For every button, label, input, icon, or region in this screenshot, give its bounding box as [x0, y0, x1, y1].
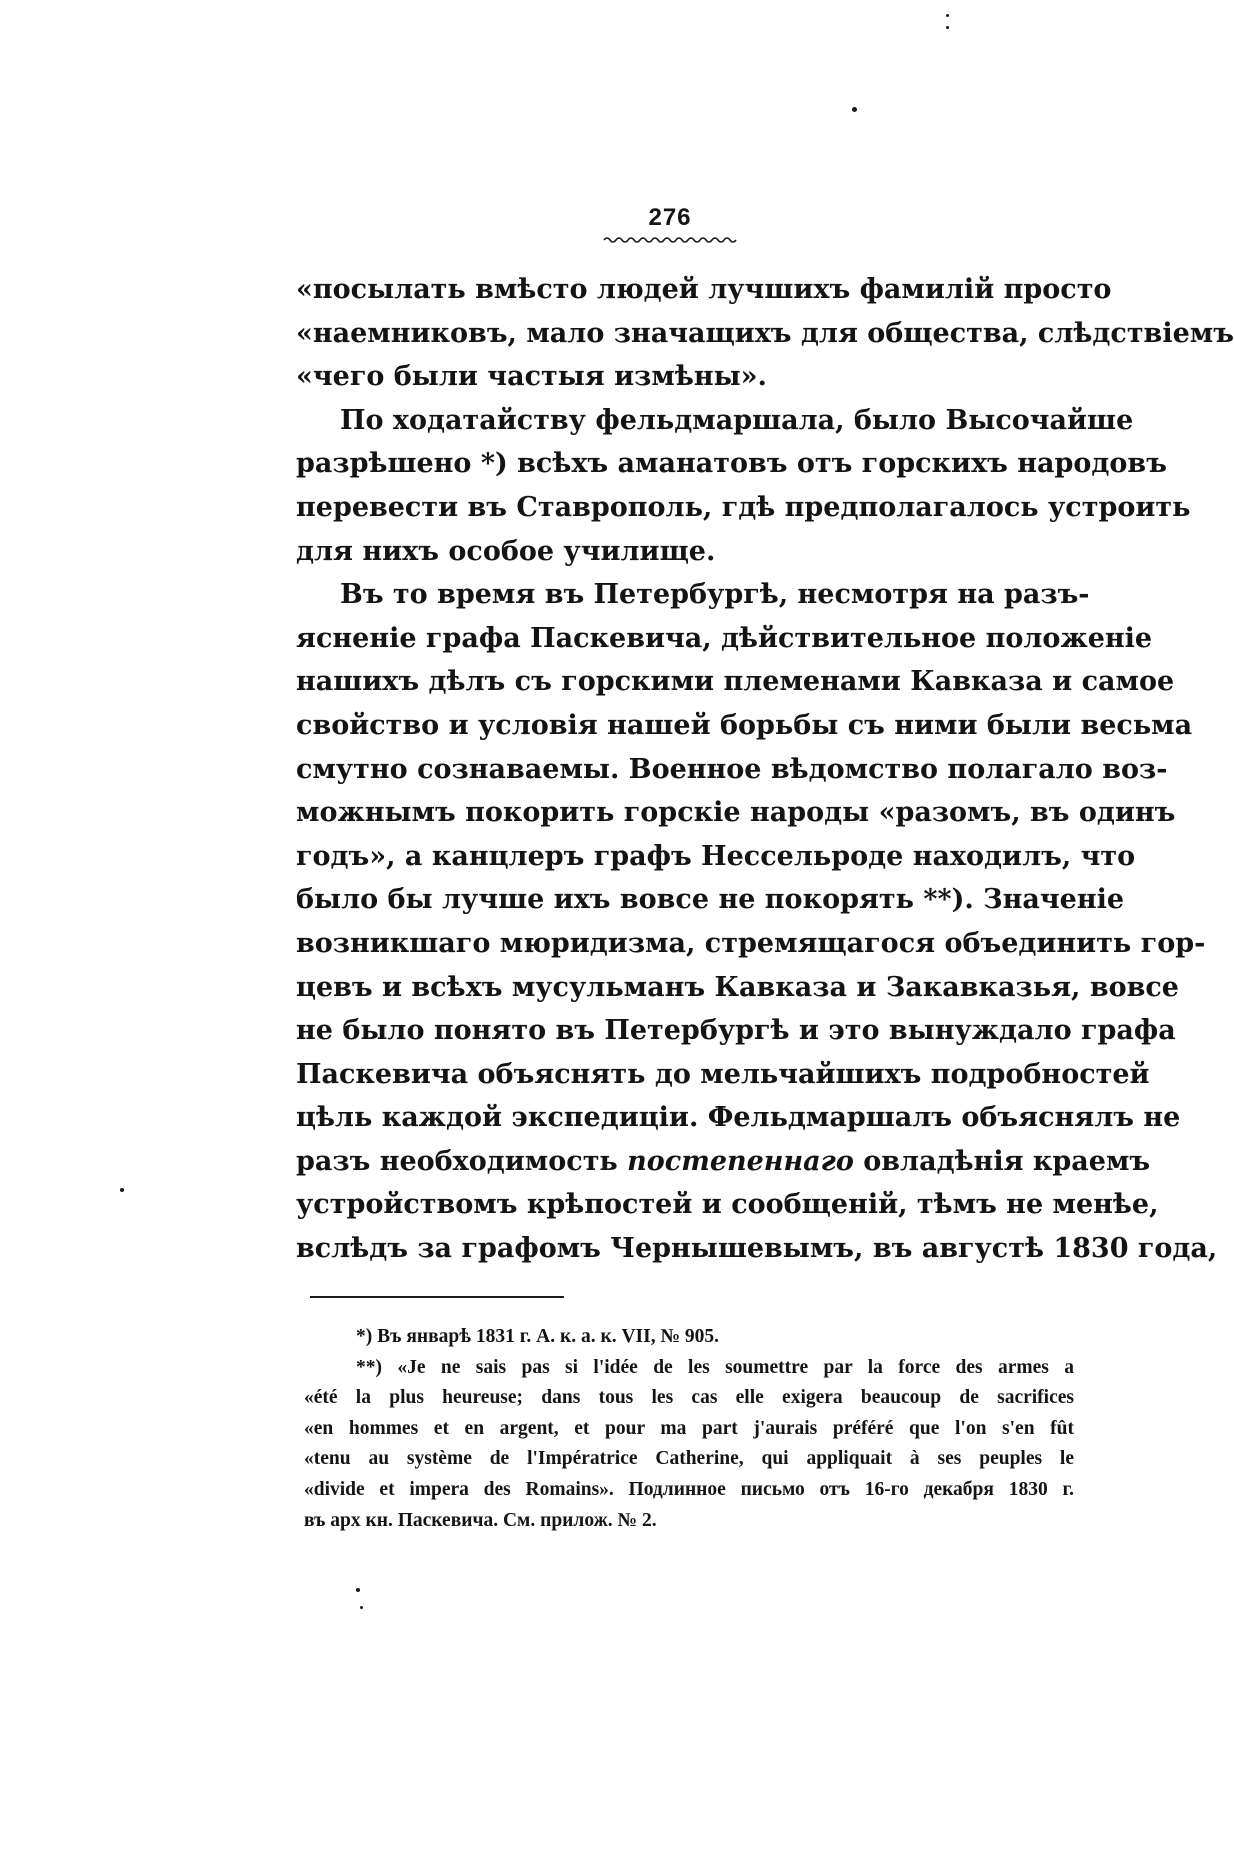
- text-line: можнымъ покорить горскіе народы «разомъ, въ одинъ: [296, 797, 1176, 829]
- text-line: возникшаго мюридизма, стремящагося объединить гор-: [296, 927, 1206, 959]
- emphasized-word: постепеннаго: [627, 1145, 854, 1177]
- text-line: «наемниковъ, мало значащихъ для общества, слѣдствіемъ: [296, 317, 1234, 349]
- footnotes: [304, 1322, 1074, 1536]
- text-line: По ходатайству фельдмаршала, было Высочайше: [340, 404, 1134, 436]
- text-line: разрѣшено *) всѣхъ аманатовъ отъ горскихъ народовъ: [296, 448, 1167, 480]
- page-number: 276: [648, 204, 692, 231]
- ink-speck: [120, 1188, 124, 1192]
- text-line: «посылать вмѣсто людей лучшихъ фамилій просто: [296, 274, 1112, 305]
- text-line: свойство и условія нашей борьбы съ ними были весьма: [296, 709, 1193, 741]
- text-line: цевъ и всѣхъ мусульманъ Кавказа и Закавказья, вовсе: [296, 971, 1179, 1003]
- footnote-line: «divide et impera des Romains». Подлинное письмо отъ 16-го декабря 1830 г.: [304, 1478, 1074, 1500]
- text-line: было бы лучше ихъ вовсе не покорять **). Значеніе: [296, 884, 1125, 916]
- text-segment: овладѣнія краемъ: [863, 1145, 1151, 1177]
- ink-speck: [946, 14, 949, 17]
- ink-speck: [360, 1606, 363, 1609]
- text-line: перевести въ Ставрополь, гдѣ предполагалось устроить: [296, 491, 1191, 523]
- footnote-line: въ арх кн. Паскевича. См. прилож. № 2.: [304, 1509, 657, 1531]
- footnote-line: «en hommes et en argent, et pour ma part j'aurais préféré que l'on s'en fût: [304, 1417, 1074, 1439]
- footnote-divider: [310, 1296, 564, 1298]
- text-line: смутно сознаваемы. Военное вѣдомство полагало воз-: [296, 753, 1168, 785]
- page-number-ornament: [604, 236, 736, 244]
- ink-speck: [946, 26, 949, 29]
- ink-speck: [852, 107, 857, 112]
- text-line: Паскевича объяснять до мельчайшихъ подробностей: [296, 1058, 1150, 1090]
- text-segment: разъ необходимость: [296, 1145, 618, 1177]
- footnote-line: «tenu au système de l'Impératrice Catherine, qui appliquait à ses peuples le: [304, 1448, 1074, 1470]
- text-line: цѣль каждой экспедиціи. Фельдмаршалъ объяснялъ не: [296, 1102, 1181, 1134]
- text-line: не было понято въ Петербургѣ и это вынуждало графа: [296, 1015, 1176, 1047]
- body-text: [296, 268, 1234, 1271]
- text-line: [296, 1140, 1151, 1184]
- text-line: Въ то время въ Петербургѣ, несмотря на разъ-: [340, 579, 1090, 611]
- ink-speck: [356, 1588, 360, 1592]
- text-line: годъ», а канцлеръ графъ Нессельроде находилъ, что: [296, 840, 1136, 872]
- footnote-line: **) «Je ne sais pas si l'idée de les soumettre par la force des armes a: [356, 1356, 1074, 1378]
- footnote-line: *) Въ январѣ 1831 г. А. к. а. к. VII, № 905.: [356, 1326, 720, 1347]
- text-line: устройствомъ крѣпостей и сообщеній, тѣмъ не менѣе,: [296, 1189, 1159, 1221]
- text-line: нашихъ дѣлъ съ горскими племенами Кавказа и самое: [296, 666, 1175, 698]
- text-line: «чего были частыя измѣны».: [296, 361, 767, 393]
- text-line: ясненіе графа Паскевича, дѣйствительное положеніе: [296, 622, 1153, 654]
- text-line: вслѣдъ за графомъ Чернышевымъ, въ августѣ 1830 года,: [296, 1233, 1218, 1265]
- text-line: для нихъ особое училище.: [296, 535, 716, 567]
- footnote-line: «été la plus heureuse; dans tous les cas elle exigera beaucoup de sacrifices: [304, 1387, 1074, 1409]
